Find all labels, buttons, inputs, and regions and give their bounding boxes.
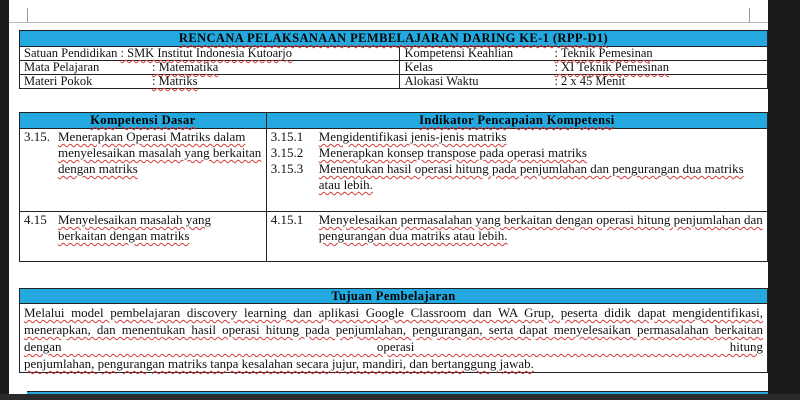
kelas-label: Kelas bbox=[404, 60, 433, 74]
satuan-pendidikan-cell bbox=[20, 47, 400, 61]
kd-cell bbox=[20, 212, 267, 262]
competency-row bbox=[20, 212, 768, 262]
kd-cell bbox=[20, 129, 267, 212]
margin-marker-left bbox=[27, 8, 28, 22]
mapel-value: : Matematika bbox=[152, 60, 219, 74]
indicator-cell bbox=[266, 129, 767, 212]
kd-text: Menerapkan Operasi Matriks dalam menyelesaikan masalah yang berkaitan dengan matriks bbox=[58, 129, 262, 176]
rpp-title: RENCANA PELAKSANAAN PEMBELAJARAN DARING KE-1 (RPP-D1) bbox=[20, 31, 768, 47]
window-frame-bottom bbox=[0, 394, 800, 400]
tujuan-table bbox=[19, 288, 768, 373]
header-margin-line bbox=[9, 22, 768, 23]
indicator-item: 3.15.1 Mengidentifikasi jenis-jenis matriks bbox=[270, 129, 507, 144]
materi-value: : Matriks bbox=[152, 74, 198, 88]
margin-marker-right bbox=[749, 8, 750, 22]
alokasi-label: Alokasi Waktu bbox=[404, 74, 479, 88]
indicator-item: 3.15.2 Menerapkan konsep transpose pada operasi matriks bbox=[270, 145, 587, 160]
kelas-cell bbox=[400, 61, 768, 75]
materi-pokok-cell bbox=[20, 75, 400, 89]
alokasi-value: : 2 x 45 Menit bbox=[554, 74, 626, 88]
kompetensi-dasar-header: Kompetensi Dasar bbox=[20, 113, 267, 129]
indicator-item: 4.15.1 Menyelesaikan permasalahan yang berkaitan dengan operasi hitung penjumlahan dan pengurangan dua matriks atau lebih. bbox=[270, 212, 763, 243]
tujuan-body: Melalui model pembelajaran discovery learning dan aplikasi Google Classroom dan WA Grup, peserta didik dapat mengidentifikasi, menerapkan, dan menentukan hasil operasi hitung pada penjumlahan, pengurangan, serta dapat menyelesaikan permasalahan berkaitan dengan operasi hitung penjumlahan, pengurangan matriks tanpa kesalahan secara jujur, mandiri, dan bertanggung jawab. bbox=[20, 304, 768, 373]
indicator-item: 3.15.3 Menentukan hasil operasi hitung pada penjumlahan dan pengurangan dua matriks atau lebih. bbox=[270, 161, 744, 192]
kd-number: 4.15 bbox=[24, 212, 47, 227]
identity-table bbox=[19, 30, 768, 89]
satuan-value: : SMK Institut Indonesia Kutoarjo bbox=[120, 46, 293, 60]
kompetensi-keahlian-cell bbox=[400, 47, 768, 61]
competency-table bbox=[19, 112, 768, 262]
indikator-header: Indikator Pencapaian Kompetensi bbox=[266, 113, 767, 129]
mapel-label: Mata Pelajaran bbox=[24, 60, 100, 74]
kompetensi-keahlian-value: : Teknik Pemesinan bbox=[554, 46, 653, 60]
kelas-value: : XI Teknik Pemesinan bbox=[554, 60, 669, 74]
indicator-cell bbox=[266, 212, 767, 262]
alokasi-waktu-cell bbox=[400, 75, 768, 89]
tujuan-header: Tujuan Pembelajaran bbox=[20, 289, 768, 304]
kd-text: Menyelesaikan masalah yang berkaitan dengan matriks bbox=[58, 212, 212, 243]
kompetensi-keahlian-label: Kompetensi Keahlian bbox=[404, 46, 514, 60]
mata-pelajaran-cell bbox=[20, 61, 400, 75]
competency-row bbox=[20, 129, 768, 212]
window-frame-left bbox=[0, 0, 9, 400]
kd-number: 3.15. bbox=[24, 129, 50, 144]
window-frame-right bbox=[768, 0, 800, 400]
satuan-label: Satuan Pendidikan bbox=[24, 46, 118, 60]
materi-label: Materi Pokok bbox=[24, 74, 93, 88]
